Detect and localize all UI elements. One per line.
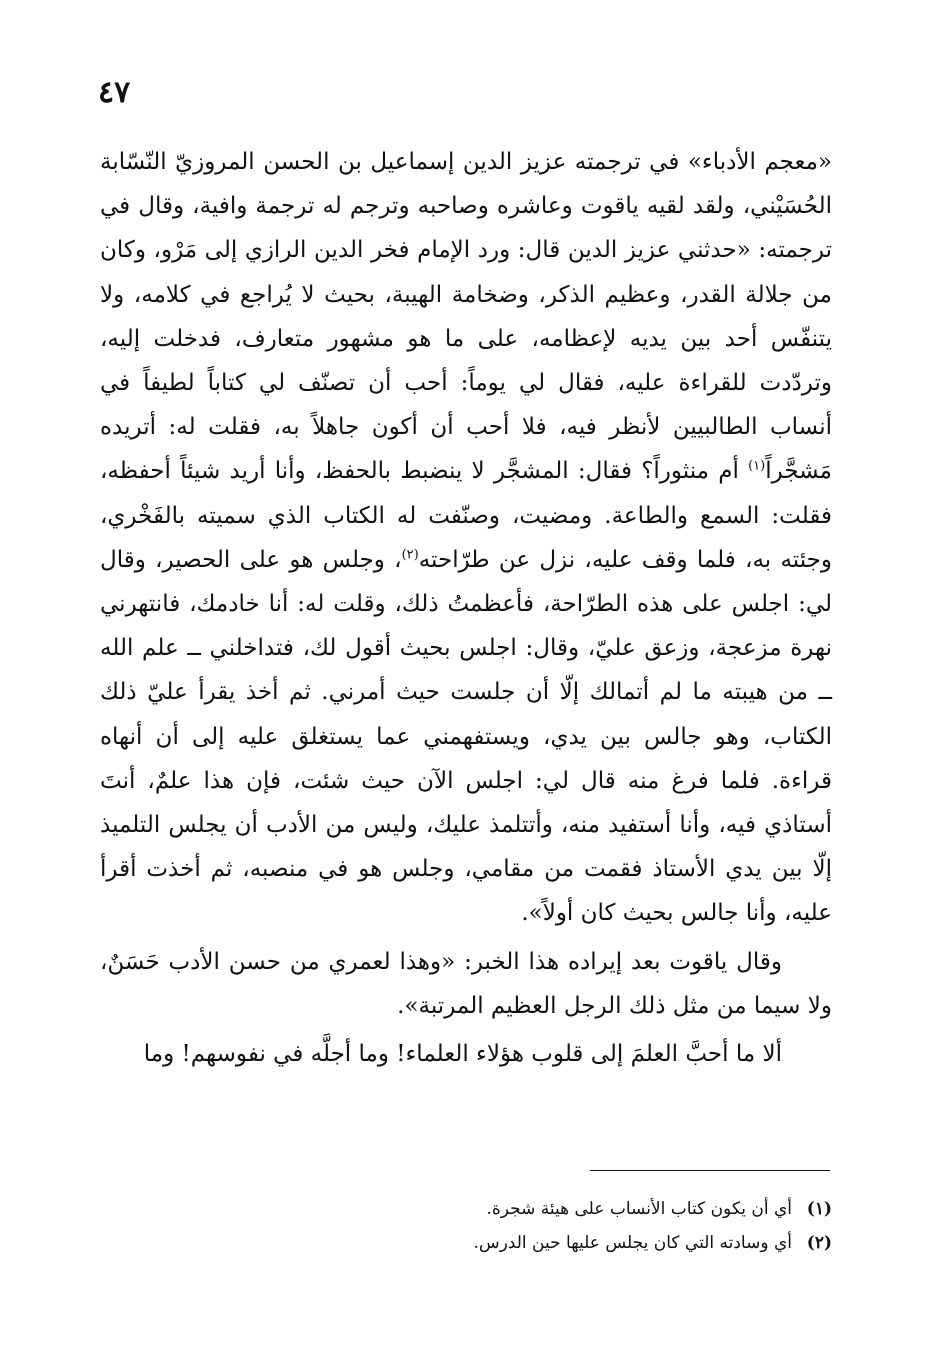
footnote <box>100 1226 832 1260</box>
paragraph-text: أم منثوراً؟ فقال: المشجَّر لا ينضبط بالحفظ، وأنا أريد شيئاً أحفظه، فقلت: السمع والطاعة. ومضيت، وصنّفت له الكتاب الذي سميته بالفَخْري، وجئته به، فلما وقف عليه، نزل عن طرّاحته <box>100 458 832 573</box>
paragraph-text: ، وجلس هو على الحصير، وقال لي: اجلس على هذه الطرّاحة، فأعظمتُ ذلك، وقلت له: أنا خادمك، فانتهرني نهرة مزعجة، وزعق عليّ، وقال: اجلس بحيث أقول لك، فتداخلني ــ علم الله ــ من هيبته ما لم أتمالك إلّا أن جلست حيث أمرني. ثم أخذ يقرأ عليّ ذلك الكتاب، وهو جالس بين يدي، ويستفهمني عما يستغلق عليه إلى أن أنهاه قراءة. فلما فرغ منه قال لي: اجلس الآن حيث شئت، فإن هذا علمٌ، أنتَ أستاذي فيه، وأنا أستفيد منه، وأتتلمذ عليك، وليس من الأدب أن يجلس التلميذ إلّا بين يدي الأستاذ فقمت من مقامي، وجلس هو في منصبه، ثم أخذت أقرأ عليه، وأنا جالس بحيث كان أولاً». <box>100 546 832 927</box>
page-number: ٤٧ <box>98 75 131 110</box>
footnote-marker: (٢) <box>401 547 419 563</box>
paragraph <box>100 140 832 936</box>
footnotes <box>100 1192 832 1260</box>
footnote-divider <box>590 1170 830 1171</box>
paragraph <box>100 1032 832 1076</box>
footnote-number: (٢) <box>806 1233 832 1253</box>
paragraph <box>100 940 832 1028</box>
footnote-number: (١) <box>806 1199 832 1219</box>
footnote <box>100 1192 832 1226</box>
footnote-marker: (١) <box>748 458 766 474</box>
body-text <box>100 140 832 1076</box>
paragraph-text: ألا ما أحبَّ العلمَ إلى قلوب هؤلاء العلماء! وما أجلَّه في نفوسهم! وما <box>143 1041 782 1068</box>
paragraph-text: وقال ياقوت بعد إيراده هذا الخبر: «وهذا لعمري من حسن الأدب حَسَنٌ، ولا سيما من مثل ذلك الرجل العظيم المرتبة». <box>100 948 832 1019</box>
footnote-text: أي أن يكون كتاب الأنساب على هيئة شجرة. <box>486 1199 792 1219</box>
footnote-text: أي وسادته التي كان يجلس عليها حين الدرس. <box>473 1233 792 1253</box>
paragraph-text: «معجم الأدباء» في ترجمته عزيز الدين إسماعيل بن الحسن المروزيّ النّسّابة الحُسَيْني، ولقد لقيه ياقوت وعاشره وصاحبه وترجم له ترجمة وافية، وقال في ترجمته: «حدثني عزيز الدين قال: ورد الإمام فخر الدين الرازي إلى مَرْو، وكان من جلالة القدر، وعظيم الذكر، وضخامة الهيبة، بحيث لا يُراجع في كلامه، ولا يتنفّس أحد بين يديه لإعظامه، على ما هو مشهور متعارف، فدخلت إليه، وتردّدت للقراءة عليه، فقال لي يوماً: أحب أن تصنّف لي كتاباً لطيفاً في أنساب الطالبيين لأنظر فيه، فلا أحب أن أكون جاهلاً به، فقلت له: أتريده مَشجَّراً <box>100 149 832 485</box>
